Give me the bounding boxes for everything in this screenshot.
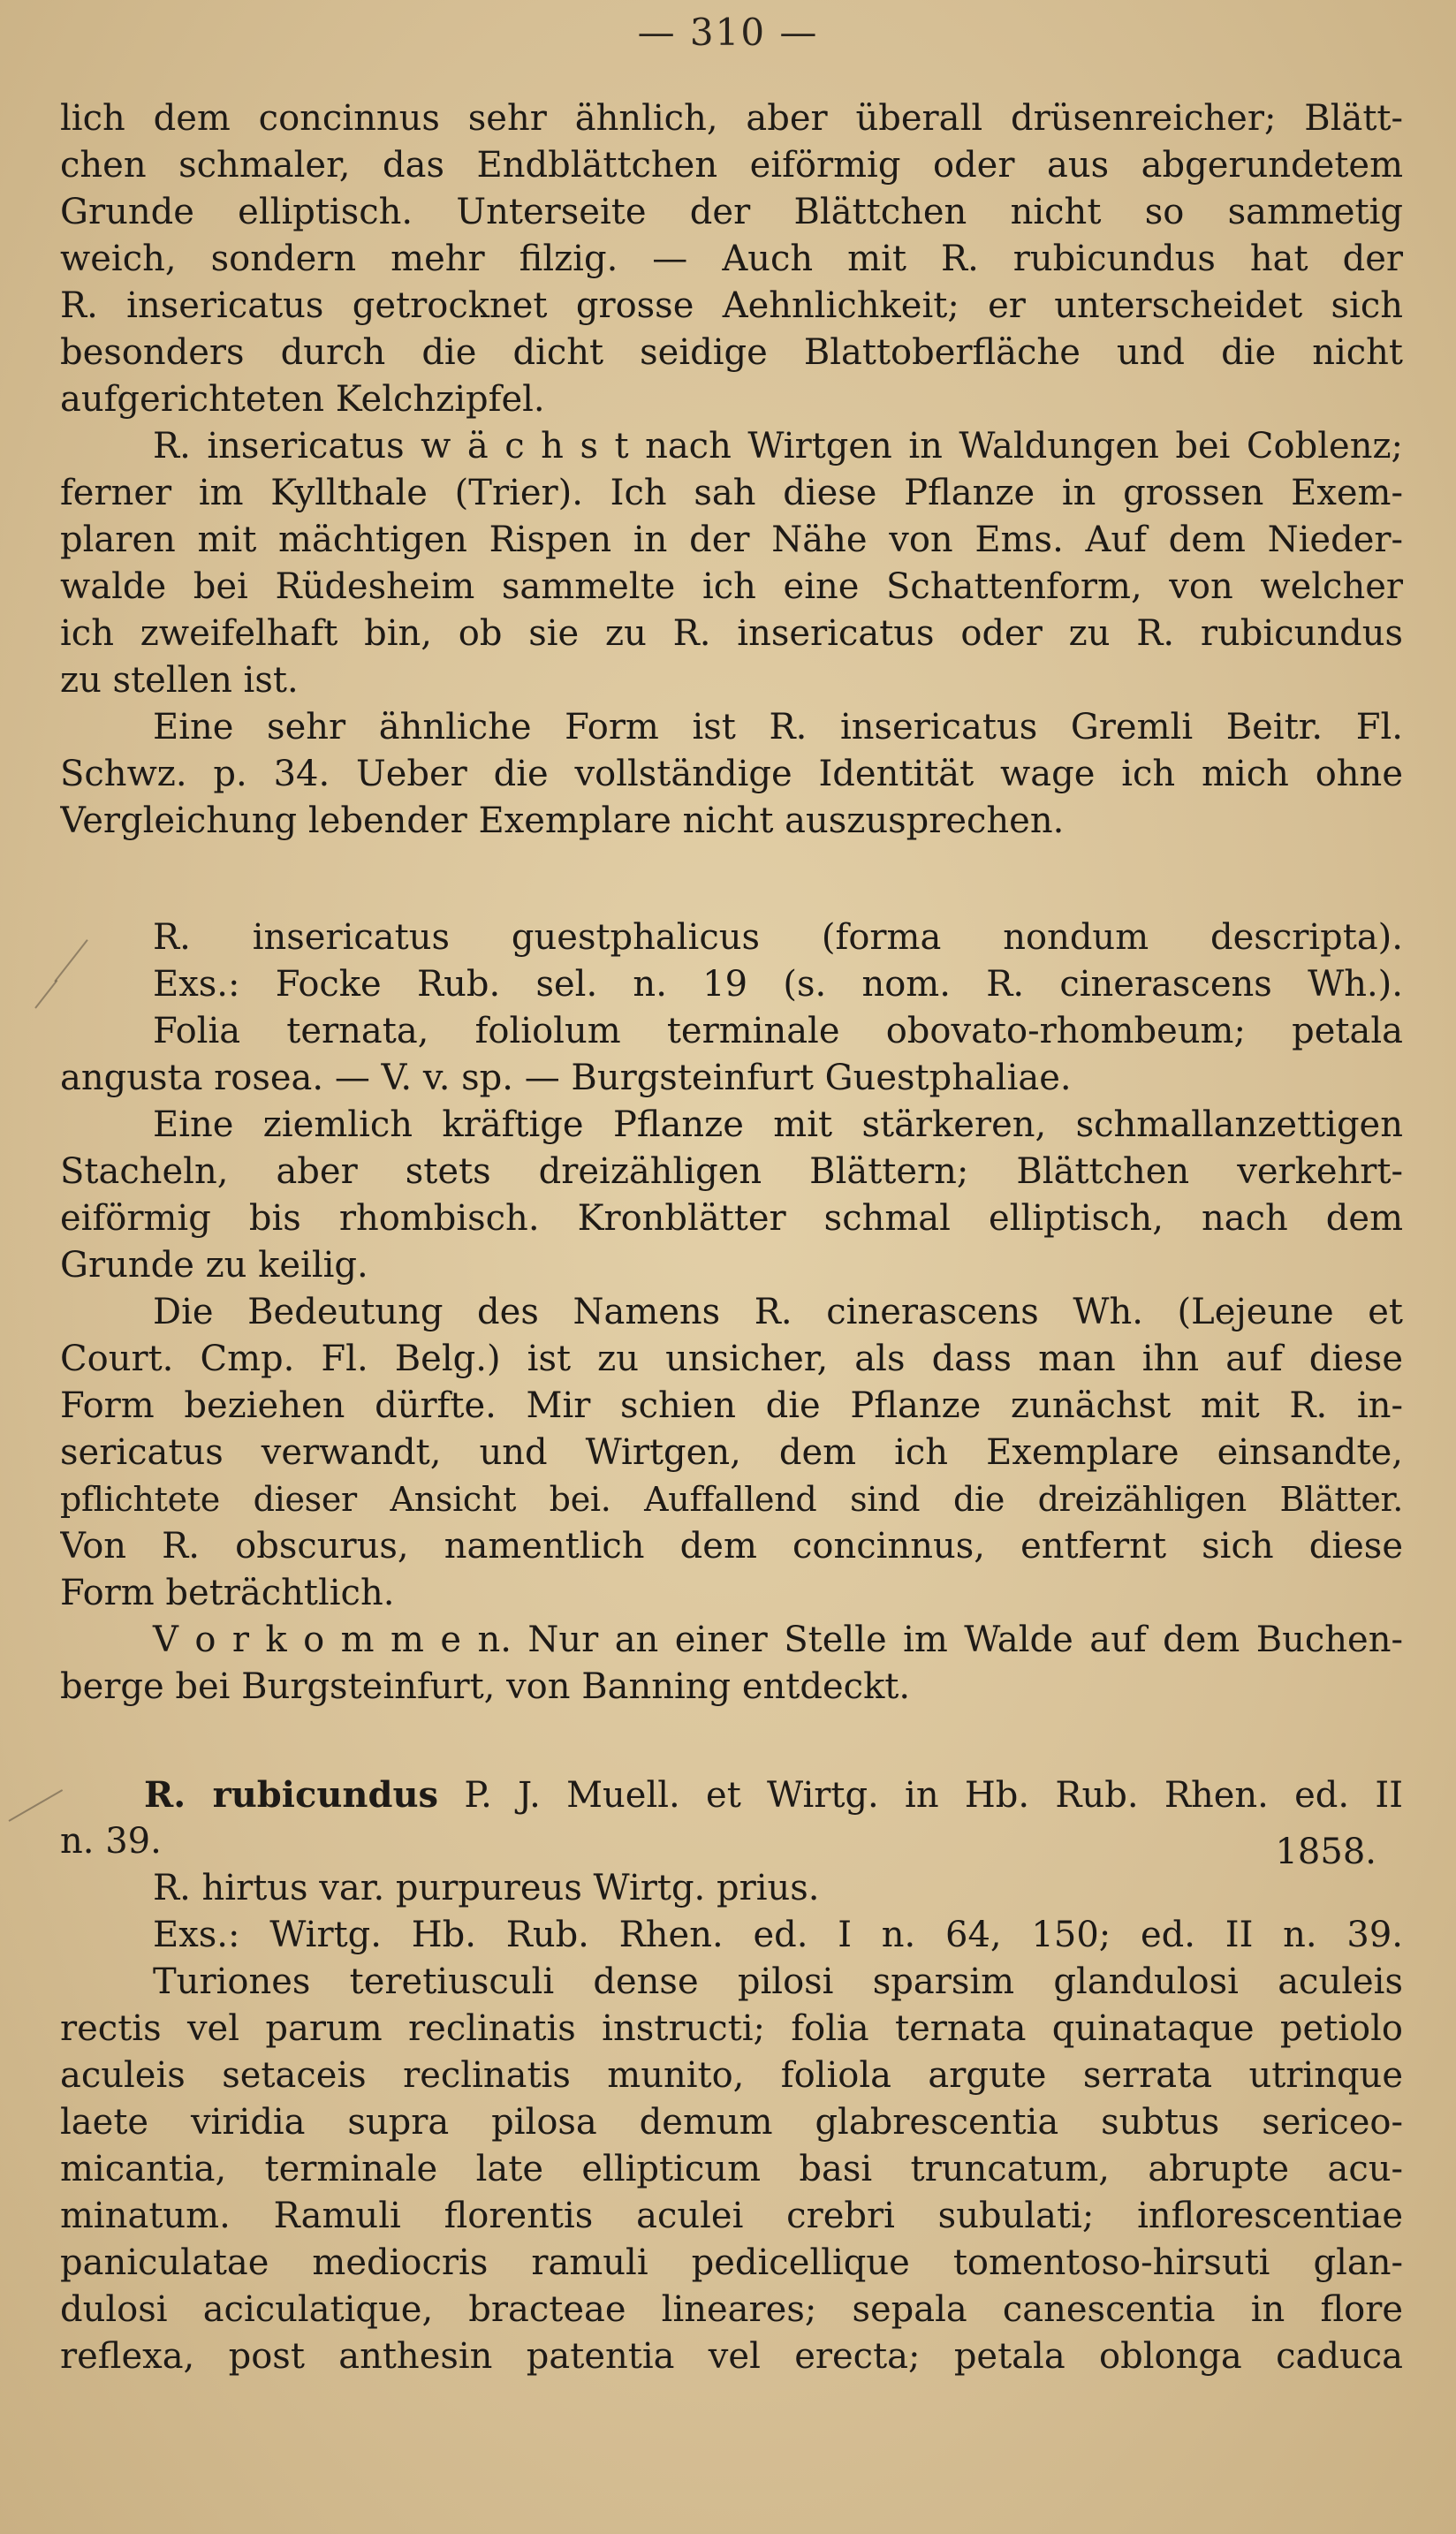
text-line: Exs.: Wirtg. Hb. Rub. Rhen. ed. I n. 64, 150; ed. II n. 39.	[153, 1915, 1403, 1955]
text-line: Folia ternata, foliolum terminale obovato-rhombeum; petala	[153, 1011, 1403, 1051]
text-line: Stacheln, aber stets dreizähligen Blättern; Blättchen verkehrt-	[60, 1151, 1403, 1192]
text-line: Von R. obscurus, namentlich dem concinnus, entfernt sich diese	[60, 1526, 1403, 1567]
text-line: Schwz. p. 34. Ueber die vollständige Identität wage ich mich ohne	[60, 754, 1403, 794]
text-line: R. insericatus getrocknet grosse Aehnlichkeit; er unterscheidet sich	[60, 285, 1403, 326]
text-line: aufgerichteten Kelchzipfel.	[60, 379, 545, 420]
text-line: walde bei Rüdesheim sammelte ich eine Schattenform, von welcher	[60, 566, 1403, 607]
text-line: pflichtete dieser Ansicht bei. Auffallend sind die dreizähligen Blätter.	[60, 1480, 1403, 1519]
heading-number: n. 39.	[60, 1821, 162, 1862]
text-line: Form beziehen dürfte. Mir schien die Pflanze zunächst mit R. in-	[60, 1385, 1403, 1426]
text-line: R. hirtus var. purpureus Wirtg. prius.	[153, 1868, 820, 1908]
pencil-mark	[34, 980, 57, 1009]
text-line: V o r k o m m e n. Nur an einer Stelle im Walde auf dem Buchen-	[153, 1620, 1403, 1660]
text-line: reflexa, post anthesin patentia vel erecta; petala oblonga caduca	[60, 2336, 1403, 2377]
text-line: laete viridia supra pilosa demum glabrescentia subtus sericeo-	[60, 2102, 1403, 2143]
text-line: weich, sondern mehr filzig. — Auch mit R. rubicundus hat der	[60, 239, 1403, 279]
text-line: ich zweifelhaft bin, ob sie zu R. insericatus oder zu R. rubicundus	[60, 613, 1403, 654]
text-line: Form beträchtlich.	[60, 1573, 395, 1613]
text-line: Turiones teretiusculi dense pilosi sparsim glandulosi aculeis	[153, 1961, 1403, 2002]
text-line: zu stellen ist.	[60, 660, 299, 701]
text-line: Exs.: Focke Rub. sel. n. 19 (s. nom. R. cinerascens Wh.).	[153, 964, 1403, 1005]
species-citation: P. J. Muell. et Wirtg. in Hb. Rub. Rhen. ed. II	[438, 1775, 1403, 1816]
text-line: berge bei Burgsteinfurt, von Banning entdeckt.	[60, 1666, 911, 1707]
text-line: lich dem concinnus sehr ähnlich, aber überall drüsenreicher; Blätt-	[60, 98, 1403, 139]
pencil-mark	[9, 1789, 64, 1822]
text-line: besonders durch die dicht seidige Blattoberfläche und die nicht	[60, 332, 1403, 373]
text-line: paniculatae mediocris ramuli pedicellique tomentoso-hirsuti glan-	[60, 2242, 1403, 2283]
text-line: Die Bedeutung des Namens R. cinerascens Wh. (Lejeune et	[153, 1292, 1403, 1332]
text-line: Eine sehr ähnliche Form ist R. insericatus Gremli Beitr. Fl.	[153, 707, 1403, 747]
text-line: minatum. Ramuli florentis aculei crebri subulati; inflorescentiae	[60, 2196, 1403, 2236]
text-line: Grunde zu keilig.	[60, 1245, 368, 1286]
text-line: plaren mit mächtigen Rispen in der Nähe von Ems. Auf dem Nieder-	[60, 520, 1403, 560]
paragraph-block-1	[60, 95, 1403, 845]
text-line: micantia, terminale late ellipticum basi truncatum, abrupte acu-	[60, 2149, 1403, 2189]
text-line: Eine ziemlich kräftige Pflanze mit stärkeren, schmallanzettigen	[153, 1104, 1403, 1145]
text-line: rectis vel parum reclinatis instructi; folia ternata quinataque petiolo	[60, 2008, 1403, 2049]
text-line: chen schmaler, das Endblättchen eiförmig oder aus abgerundetem	[60, 145, 1403, 186]
heading-line-2	[60, 1818, 1403, 1865]
species-heading	[60, 1772, 1403, 1818]
paragraph-block-2	[60, 914, 1403, 1711]
text-line: aculeis setaceis reclinatis munito, foliola argute serrata utrinque	[60, 2055, 1403, 2096]
species-name: R. rubicundus	[144, 1774, 439, 1816]
text-line: angusta rosea. — V. v. sp. — Burgsteinfurt Guestphaliae.	[60, 1058, 1072, 1098]
paragraph-block-3	[60, 1772, 1403, 2380]
species-heading: R. insericatus guestphalicus (forma nondum descripta).	[153, 917, 1403, 958]
heading-year: 1858.	[1275, 1832, 1376, 1865]
text-line: dulosi aciculatique, bracteae lineares; sepala canescentia in flore	[60, 2289, 1403, 2330]
text-line: Grunde elliptisch. Unterseite der Blättchen nicht so sammetig	[60, 192, 1403, 232]
text-line: Court. Cmp. Fl. Belg.) ist zu unsicher, als dass man ihn auf diese	[60, 1339, 1403, 1379]
text-line: ferner im Kyllthale (Trier). Ich sah diese Pflanze in grossen Exem-	[60, 473, 1403, 513]
text-line: R. insericatus w ä c h s t nach Wirtgen in Waldungen bei Coblenz;	[153, 426, 1403, 467]
text-line: Vergleichung lebender Exemplare nicht auszusprechen.	[60, 800, 1065, 841]
text-line: sericatus verwandt, und Wirtgen, dem ich Exemplare einsandte,	[60, 1432, 1403, 1473]
text-line: eiförmig bis rhombisch. Kronblätter schmal elliptisch, nach dem	[60, 1198, 1403, 1239]
page-number: — 310 —	[637, 11, 819, 54]
